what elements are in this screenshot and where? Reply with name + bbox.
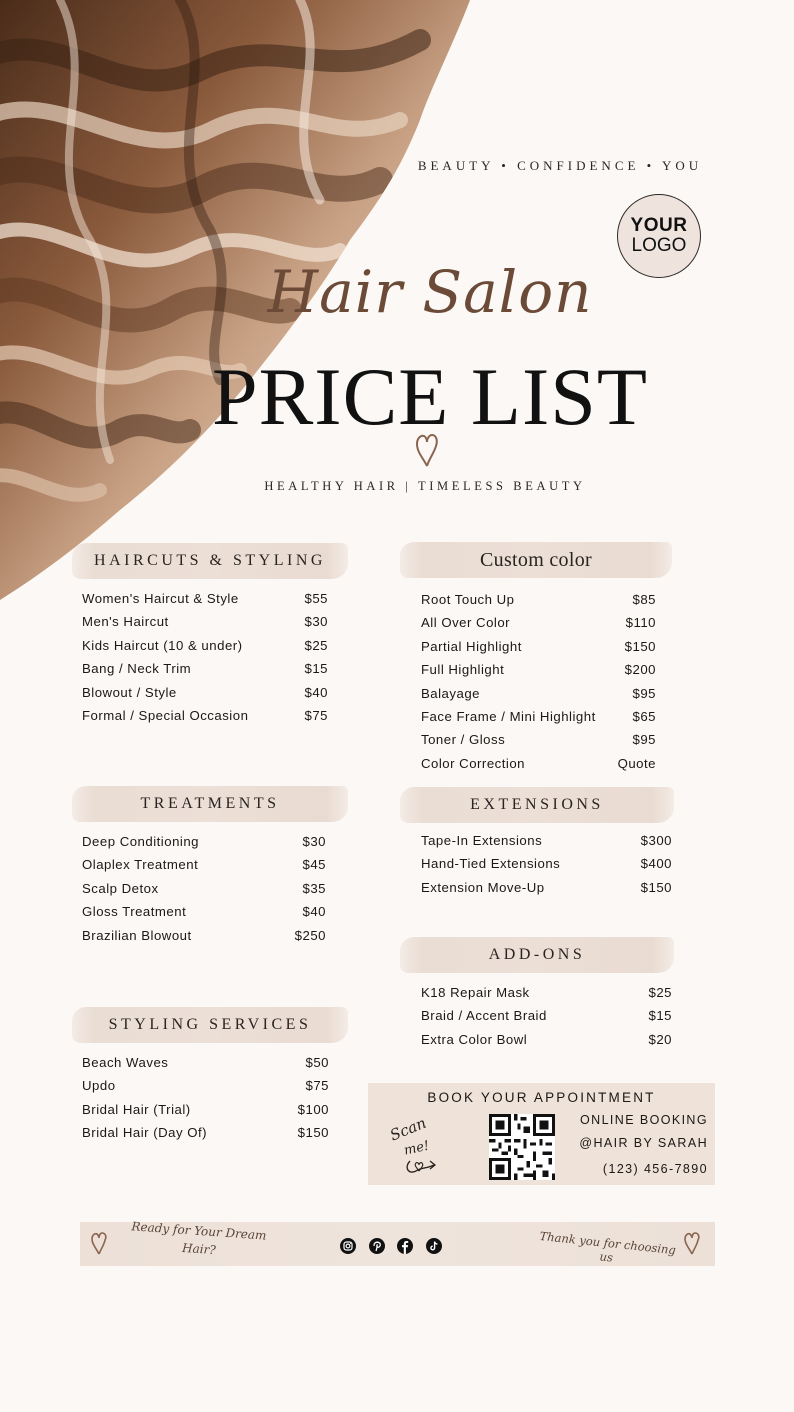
item-name: Olaplex Treatment — [82, 857, 199, 873]
item-price: $25 — [648, 985, 672, 1000]
item-name: Full Highlight — [421, 662, 505, 678]
item-name: Toner / Gloss — [421, 732, 506, 748]
list-item — [421, 615, 656, 638]
heart-icon — [90, 1230, 108, 1256]
item-price: Quote — [617, 755, 656, 771]
list-item — [421, 732, 656, 755]
list-item — [82, 638, 328, 661]
item-price: $150 — [640, 879, 672, 895]
online-booking-text: ONLINE BOOKING — [580, 1113, 708, 1127]
item-price: $300 — [640, 833, 672, 848]
list-item — [421, 686, 656, 709]
item-name: Gloss Treatment — [82, 904, 187, 920]
item-price: $65 — [632, 708, 656, 724]
item-name: Formal / Special Occasion — [82, 707, 249, 723]
styling-list — [82, 1055, 329, 1149]
item-name: Kids Haircut (10 & under) — [82, 637, 243, 653]
treatments-list — [82, 834, 326, 951]
list-item — [82, 1125, 329, 1148]
item-price: $75 — [304, 707, 328, 723]
item-price: $95 — [632, 685, 656, 701]
list-item — [82, 834, 326, 857]
item-price: $25 — [304, 637, 328, 653]
item-name: Tape-In Extensions — [421, 833, 543, 848]
main-title: PRICE LIST — [212, 351, 648, 442]
item-name: Women's Haircut & Style — [82, 591, 239, 606]
item-price: $95 — [632, 732, 656, 748]
item-name: K18 Repair Mask — [421, 985, 530, 1000]
item-name: Braid / Accent Braid — [421, 1008, 547, 1024]
list-item — [421, 756, 656, 779]
item-name: Bridal Hair (Trial) — [82, 1101, 191, 1117]
section-header-addons: ADD-ONS — [400, 937, 674, 973]
list-item — [421, 1008, 672, 1031]
list-item — [82, 857, 326, 880]
booking-handle[interactable]: @HAIR BY SARAH — [579, 1136, 708, 1150]
list-item — [82, 685, 328, 708]
list-item — [421, 592, 656, 615]
scan-me-note — [386, 1105, 446, 1181]
item-price: $15 — [304, 661, 328, 677]
section-header-styling: STYLING SERVICES — [72, 1007, 348, 1043]
scan-word: Scan — [387, 1113, 429, 1145]
item-price: $30 — [302, 834, 326, 849]
color-list — [421, 592, 656, 779]
item-price: $20 — [648, 1031, 672, 1047]
list-item — [82, 591, 328, 614]
phone-number[interactable]: (123) 456-7890 — [602, 1162, 708, 1176]
tiktok-icon[interactable] — [426, 1238, 442, 1254]
list-item — [421, 833, 672, 856]
item-price: $45 — [302, 857, 326, 873]
item-name: Men's Haircut — [82, 614, 169, 630]
appointment-title: BOOK YOUR APPOINTMENT — [427, 1090, 656, 1105]
list-item — [421, 856, 672, 879]
item-price: $40 — [304, 684, 328, 700]
list-item — [421, 662, 656, 685]
item-name: Balayage — [421, 685, 480, 701]
footer-bar — [80, 1219, 715, 1266]
extensions-list — [421, 833, 672, 903]
item-name: Brazilian Blowout — [82, 927, 192, 943]
list-item — [421, 639, 656, 662]
logo-line-1: YOUR — [630, 215, 688, 237]
addons-list — [421, 985, 672, 1055]
facebook-icon[interactable] — [397, 1238, 413, 1254]
item-price: $75 — [305, 1078, 329, 1094]
item-price: $250 — [294, 927, 326, 943]
list-item — [82, 881, 326, 904]
list-item — [82, 928, 326, 951]
pinterest-icon[interactable] — [369, 1238, 385, 1254]
list-item — [82, 1102, 329, 1125]
item-name: Face Frame / Mini Highlight — [421, 708, 596, 724]
heart-icon — [415, 432, 439, 468]
list-item — [421, 709, 656, 732]
list-item — [82, 904, 326, 927]
me-word: me! — [402, 1138, 431, 1159]
logo-line-2: LOGO — [631, 235, 687, 256]
item-price: $100 — [297, 1101, 329, 1117]
instagram-icon[interactable] — [340, 1238, 356, 1254]
item-name: Root Touch Up — [421, 592, 515, 607]
list-item — [82, 1055, 329, 1078]
item-price: $55 — [304, 591, 328, 606]
list-item — [421, 880, 672, 903]
item-name: Color Correction — [421, 755, 526, 771]
appointment-box — [368, 1083, 715, 1185]
item-price: $15 — [648, 1008, 672, 1024]
item-name: Extension Move-Up — [421, 879, 545, 895]
sub-tagline: HEALTHY HAIR | TIMELESS BEAUTY — [264, 479, 586, 493]
section-header-color: Custom color — [400, 542, 672, 578]
list-item — [82, 614, 328, 637]
item-price: $110 — [625, 615, 656, 631]
list-item — [82, 661, 328, 684]
section-header-extensions: EXTENSIONS — [400, 787, 674, 823]
item-price: $400 — [640, 856, 672, 872]
footer-left-line-2: Hair? — [181, 1240, 217, 1258]
top-tagline: BEAUTY • CONFIDENCE • YOU — [417, 158, 703, 173]
item-price: $150 — [297, 1125, 329, 1141]
item-name: Beach Waves — [82, 1055, 169, 1070]
item-name: Bang / Neck Trim — [82, 661, 192, 677]
haircuts-list — [82, 591, 328, 731]
list-item — [82, 708, 328, 731]
item-price: $35 — [302, 880, 326, 896]
list-item — [421, 985, 672, 1008]
item-price: $200 — [624, 662, 656, 678]
heart-icon — [683, 1230, 701, 1256]
item-price: $50 — [305, 1055, 329, 1070]
item-price: $40 — [302, 904, 326, 920]
item-name: All Over Color — [421, 615, 511, 631]
item-price: $85 — [632, 592, 656, 607]
section-header-haircuts: HAIRCUTS & STYLING — [72, 543, 348, 579]
footer-left-line-1: Ready for Your Dream — [131, 1219, 267, 1243]
item-name: Partial Highlight — [421, 638, 522, 654]
item-name: Updo — [82, 1078, 116, 1094]
item-name: Hand-Tied Extensions — [421, 856, 561, 872]
item-name: Extra Color Bowl — [421, 1031, 528, 1047]
item-name: Bridal Hair (Day Of) — [82, 1125, 208, 1141]
list-item — [421, 1032, 672, 1055]
item-name: Deep Conditioning — [82, 834, 200, 849]
qr-code[interactable] — [487, 1114, 557, 1180]
item-name: Blowout / Style — [82, 684, 177, 700]
section-header-treatments: TREATMENTS — [72, 786, 348, 822]
list-item — [82, 1078, 329, 1101]
script-title: Hair Salon — [267, 258, 593, 326]
logo-placeholder — [617, 194, 701, 278]
item-name: Scalp Detox — [82, 880, 159, 896]
item-price: $150 — [624, 638, 656, 654]
footer-thank-you: Thank you for choosing us — [538, 1228, 677, 1265]
item-price: $30 — [304, 614, 328, 630]
